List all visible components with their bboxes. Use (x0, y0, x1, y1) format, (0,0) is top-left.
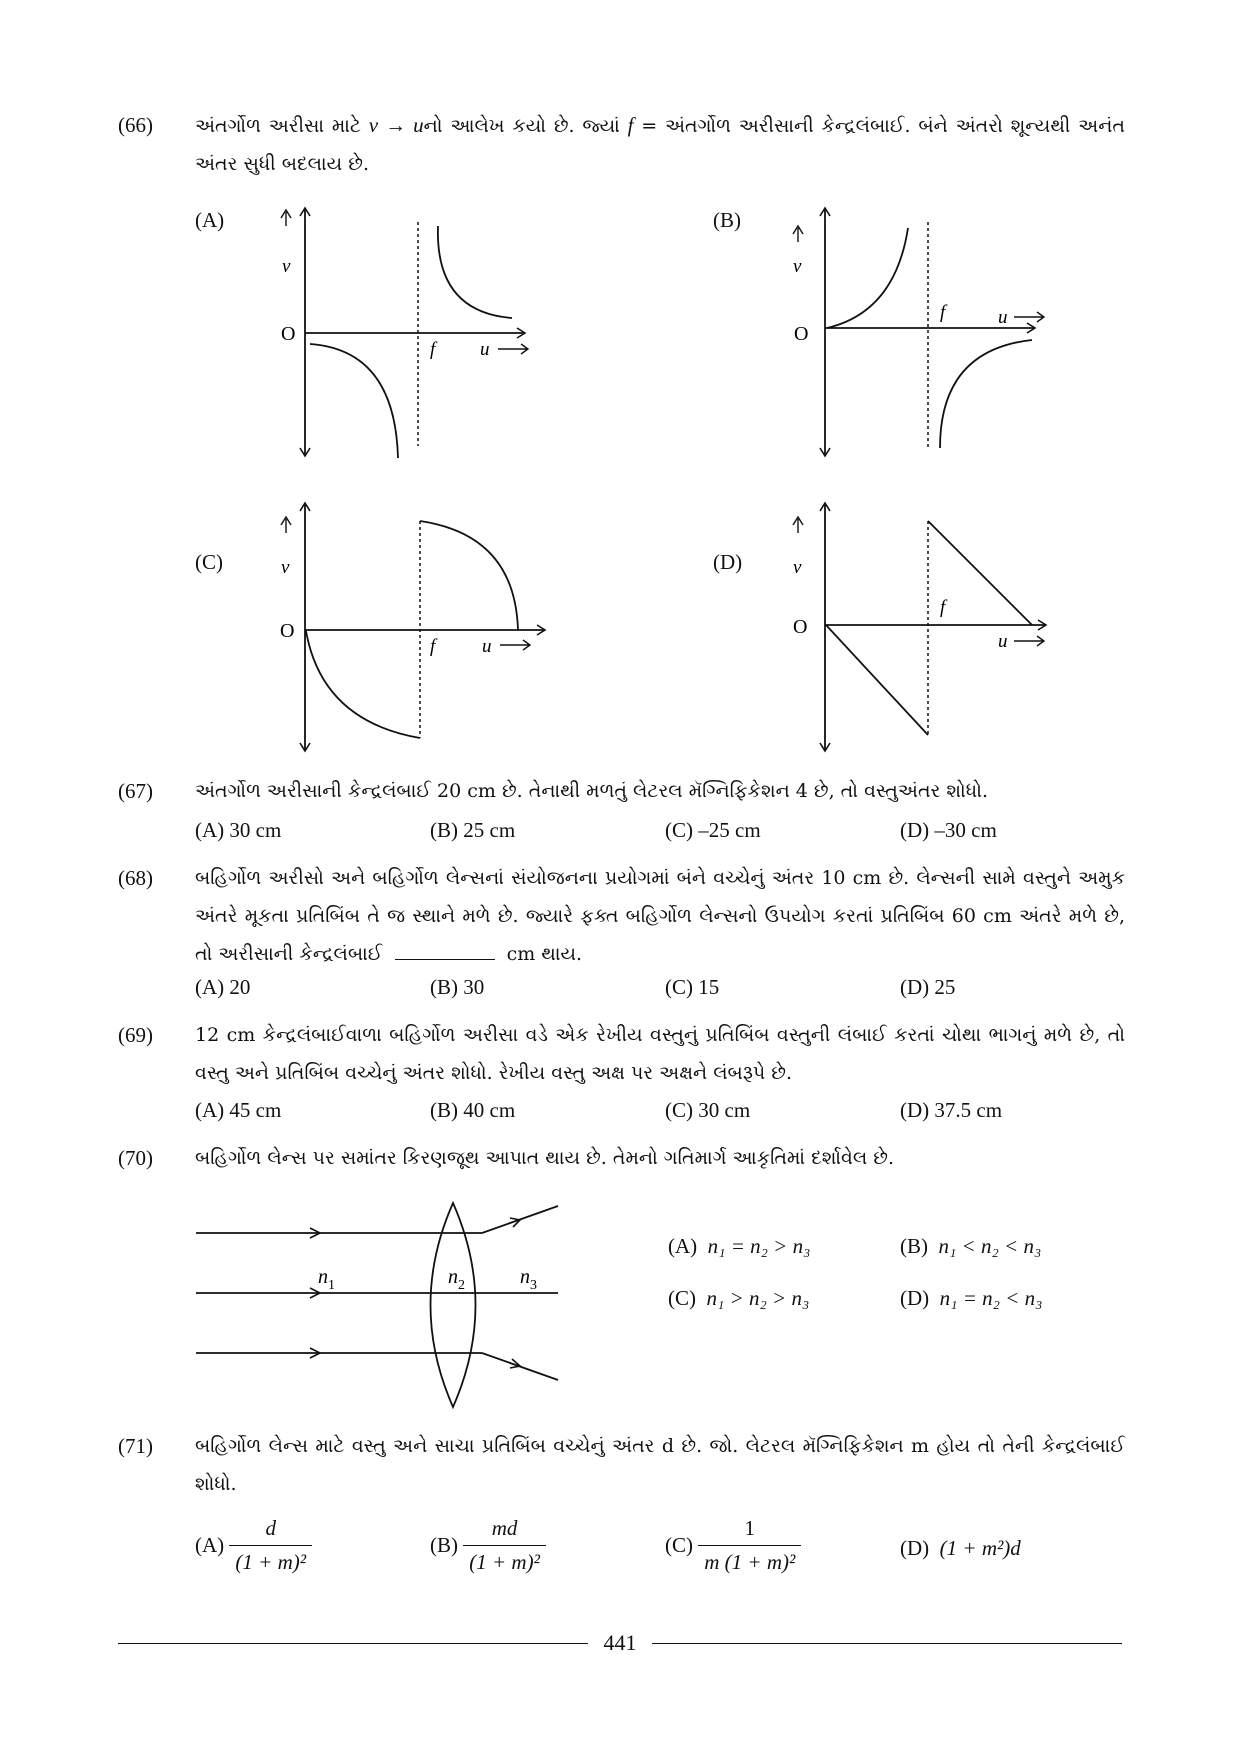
q71-option-c[interactable]: (C) $\frac{1}{\text{m (1 + m)²}}$ (665, 1516, 801, 1575)
question-number-70: (70) (118, 1146, 153, 1170)
q71-option-a-fraction: $\frac{d}{\text{(1 + m)²}}$ (229, 1516, 312, 1575)
graph-d-origin-label: O (793, 616, 808, 638)
q68-option-c[interactable]: (C) 15 (665, 975, 720, 999)
q70-option-c-expr: n₁ > n₂ > n₃ (706, 1286, 810, 1310)
q71-option-c-fraction: $\frac{1}{\text{m (1 + m)²}}$ (698, 1516, 801, 1575)
q71-option-d[interactable]: (D) (1 + m²)d (900, 1536, 1021, 1560)
footer-rule-right (652, 1643, 1122, 1644)
question-71-text: બહિર્ગોળ લેન્સ માટે વસ્તુ અને સાચા પ્રતિબિંબ વચ્ચેનું અંતર d છે. જો. લેટરલ મૅગ્નિફિકેશન m હોય તો તેની કેન્દ્રલંબાઈ શોધો. (195, 1435, 1125, 1495)
q69-option-a[interactable]: (A) 45 cm (195, 1098, 282, 1122)
q71-option-a[interactable]: (A) $\frac{d}{\text{(1 + m)²}}$ (195, 1516, 312, 1575)
q66-text-b: નો આલેખ કયો છે. જ્યાં (423, 115, 620, 137)
q70-option-b[interactable]: (B) n₁ < n₂ < n₃ (900, 1234, 1042, 1258)
graph-d-label: (D) (713, 550, 743, 574)
graph-a-curve-lower (310, 344, 398, 458)
q70-option-a[interactable]: (A) n₁ = n₂ > n₃ (668, 1234, 811, 1258)
q67-option-d[interactable]: (D) –30 cm (900, 818, 997, 842)
graph-c-plot (250, 495, 550, 765)
question-number-68: (68) (118, 866, 153, 890)
graph-c-f-label: f (430, 636, 436, 657)
q66-math-f: f (627, 113, 634, 137)
q68-text-b: cm થાય. (506, 943, 583, 965)
graph-d-plot (770, 495, 1070, 765)
q70-option-d-expr: n₁ = n₂ < n₃ (939, 1286, 1043, 1310)
graph-a-label: (A) (195, 208, 225, 232)
graph-b-label: (B) (713, 208, 741, 232)
graph-d-line-lower (826, 625, 928, 735)
graph-b-curve-upper (827, 228, 908, 328)
graph-c-curve-upper (420, 521, 518, 630)
diagram-n2-label: $n_2$ (448, 1266, 465, 1293)
graph-d-v-label: v (793, 557, 802, 578)
question-67-text: અંતર્ગોળ અરીસાની કેન્દ્રલંબાઈ 20 cm છે. તેનાથી મળતું લેટરલ મૅગ્નિફિકેશન 4 છે, તો વસ્તુઅંતર શોધો. (195, 780, 989, 802)
q71-option-b-fraction: $\frac{md}{\text{(1 + m)²}}$ (463, 1516, 546, 1575)
graph-a-u-label: u (480, 339, 490, 360)
graph-c-origin-label: O (280, 620, 295, 642)
q68-answer-blank (395, 959, 495, 960)
q69-option-b[interactable]: (B) 40 cm (430, 1098, 516, 1122)
graph-a-curve-upper (438, 226, 512, 318)
q69-option-c[interactable]: (C) 30 cm (665, 1098, 751, 1122)
q69-option-d[interactable]: (D) 37.5 cm (900, 1098, 1003, 1122)
q67-option-c[interactable]: (C) –25 cm (665, 818, 761, 842)
question-70-text: બહિર્ગોળ લેન્સ પર સમાંતર કિરણજૂથ આપાત થાય છે. તેમનો ગતિમાર્ગ આકૃતિમાં દર્શાવેલ છે. (195, 1147, 895, 1169)
question-number-67: (67) (118, 779, 153, 803)
q71-option-b[interactable]: (B) $\frac{md}{\text{(1 + m)²}}$ (430, 1516, 546, 1575)
graph-c-curve-lower (306, 631, 420, 738)
graph-c-label: (C) (195, 550, 223, 574)
graph-d-f-label: f (940, 597, 946, 618)
graph-b-curve-lower (940, 340, 1032, 448)
diagram-n3-label: $n_3$ (520, 1266, 537, 1293)
q66-text-a: અંતર્ગોળ અરીસા માટે (195, 115, 361, 137)
q66-math-v-u: v → u (368, 113, 424, 137)
q68-option-d[interactable]: (D) 25 (900, 975, 956, 999)
graph-c-u-label: u (482, 636, 492, 657)
q68-option-a[interactable]: (A) 20 (195, 975, 251, 999)
question-number-71: (71) (118, 1434, 153, 1458)
graph-b-v-label: v (793, 256, 802, 277)
q70-option-c[interactable]: (C) n₁ > n₂ > n₃ (668, 1286, 810, 1310)
lens-diagram (190, 1195, 570, 1415)
graph-a-f-label: f (430, 339, 436, 360)
question-68-text (195, 859, 1125, 973)
diagram-n1-label: $n_1$ (318, 1266, 335, 1293)
q71-option-d-expr: (1 + m²)d (939, 1536, 1021, 1560)
q70-option-d[interactable]: (D) n₁ = n₂ < n₃ (900, 1286, 1043, 1310)
q67-option-b[interactable]: (B) 25 cm (430, 818, 516, 842)
footer-rule-left (118, 1643, 588, 1644)
graph-b-plot (770, 200, 1070, 470)
q68-text-a: બહિર્ગોળ અરીસો અને બહિર્ગોળ લેન્સનાં સંયોજનના પ્રયોગમાં બંને વચ્ચેનું અંતર 10 cm છે. લેન્સની સામે વસ્તુને અમુક અંતરે મૂકતા પ્રતિબિંબ તે જ સ્થાને મળે છે. જ્યારે ફક્ત બહિર્ગોળ લેન્સનો ઉપયોગ કરતાં પ્રતિબિંબ 60 cm અંતરે મળે છે, તો અરીસાની કેન્દ્રલંબાઈ (195, 867, 1125, 965)
graph-c-v-label: v (281, 557, 290, 578)
graph-b-u-label: u (998, 307, 1008, 328)
graph-b-f-label: f (940, 302, 946, 323)
question-number-69: (69) (118, 1023, 153, 1047)
graph-b-origin-label: O (794, 323, 809, 345)
q70-option-b-expr: n₁ < n₂ < n₃ (938, 1234, 1042, 1258)
page-number: 441 (603, 1630, 637, 1655)
graph-a-v-label: v (282, 256, 291, 277)
question-number-66: (66) (118, 113, 153, 137)
q66-text-c: = અંતર્ગોળ અરીસાની કેન્દ્રલંબાઈ. બંને અંતરો શૂન્યથી અનંત અંતર સુધી બદલાય છે. (195, 115, 1125, 175)
q68-option-b[interactable]: (B) 30 (430, 975, 485, 999)
q67-option-a[interactable]: (A) 30 cm (195, 818, 282, 842)
q70-option-a-expr: n₁ = n₂ > n₃ (707, 1234, 811, 1258)
graph-a-plot (250, 200, 550, 470)
graph-a-origin-label: O (281, 323, 296, 345)
graph-d-u-label: u (998, 631, 1008, 652)
question-69-text: 12 cm કેન્દ્રલંબાઈવાળા બહિર્ગોળ અરીસા વડે એક રેખીય વસ્તુનું પ્રતિબિંબ વસ્તુની લંબાઈ કરતાં ચોથા ભાગનું મળે છે, તો વસ્તુ અને પ્રતિબિંબ વચ્ચેનું અંતર શોધો. રેખીય વસ્તુ અક્ષ પર અક્ષને લંબરૂપે છે. (195, 1024, 1125, 1084)
